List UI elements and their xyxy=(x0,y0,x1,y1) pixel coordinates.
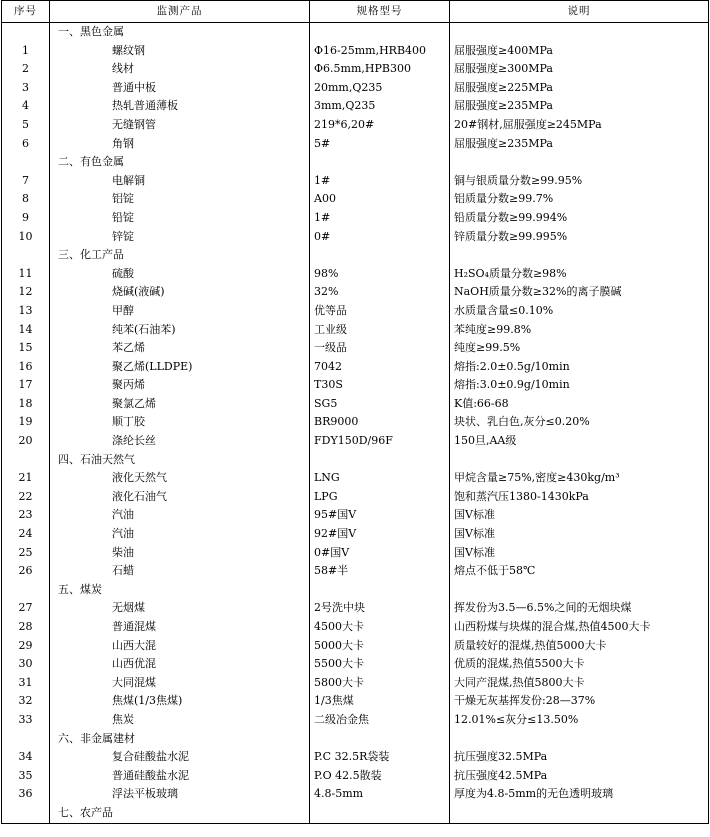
spec-cell: 92#国Ⅴ xyxy=(310,525,450,544)
product-name: 无缝钢管 xyxy=(50,116,310,135)
desc-cell: 锌质量分数≥99.995% xyxy=(450,228,709,247)
category-row xyxy=(2,246,709,265)
table-row xyxy=(2,79,709,98)
spec-cell: T30S xyxy=(310,376,450,395)
product-name: 硫酸 xyxy=(50,265,310,284)
table-row xyxy=(2,395,709,414)
spec-cell xyxy=(310,804,450,823)
seq-cell: 15 xyxy=(2,339,50,358)
seq-cell: 11 xyxy=(2,265,50,284)
product-name: 普通中板 xyxy=(50,79,310,98)
seq-cell: 29 xyxy=(2,637,50,656)
desc-cell xyxy=(450,451,709,470)
desc-cell: K值:66-68 xyxy=(450,395,709,414)
desc-cell: 甲烷含量≥75%,密度≥430kg/m³ xyxy=(450,469,709,488)
spec-cell: 4.8-5mm xyxy=(310,785,450,804)
desc-cell: 熔点不低于58℃ xyxy=(450,562,709,581)
desc-cell: 屈服强度≥400MPa xyxy=(450,42,709,61)
category-name: 六、非金属建材 xyxy=(50,730,310,749)
desc-cell: 质量较好的混煤,热值5000大卡 xyxy=(450,637,709,656)
category-row xyxy=(2,581,709,600)
desc-cell: 国Ⅴ标准 xyxy=(450,544,709,563)
header-desc: 说明 xyxy=(450,1,709,23)
spec-cell: 3mm,Q235 xyxy=(310,97,450,116)
product-name: 大同混煤 xyxy=(50,674,310,693)
spec-cell: 优等品 xyxy=(310,302,450,321)
category-name: 七、农产品 xyxy=(50,804,310,823)
table-row xyxy=(2,432,709,451)
seq-cell: 6 xyxy=(2,135,50,154)
header-spec: 规格型号 xyxy=(310,1,450,23)
desc-cell: 块状、乳白色,灰分≤0.20% xyxy=(450,413,709,432)
seq-cell xyxy=(2,804,50,823)
spec-cell: 95#国Ⅴ xyxy=(310,506,450,525)
spec-cell: 20mm,Q235 xyxy=(310,79,450,98)
table-row xyxy=(2,506,709,525)
spec-cell: 7042 xyxy=(310,358,450,377)
seq-cell: 12 xyxy=(2,283,50,302)
category-row xyxy=(2,153,709,172)
product-name: 浮法平板玻璃 xyxy=(50,785,310,804)
seq-cell: 4 xyxy=(2,97,50,116)
spec-cell: 5500大卡 xyxy=(310,655,450,674)
product-name: 热轧普通薄板 xyxy=(50,97,310,116)
desc-cell xyxy=(450,246,709,265)
product-name: 铝锭 xyxy=(50,190,310,209)
category-name: 四、石油天然气 xyxy=(50,451,310,470)
seq-cell xyxy=(2,581,50,600)
desc-cell xyxy=(450,153,709,172)
spec-cell: A00 xyxy=(310,190,450,209)
spec-cell: P.C 32.5R袋装 xyxy=(310,748,450,767)
spec-cell: LNG xyxy=(310,469,450,488)
table-row xyxy=(2,172,709,191)
product-name: 聚乙烯(LLDPE) xyxy=(50,358,310,377)
seq-cell: 33 xyxy=(2,711,50,730)
spec-cell: 5800大卡 xyxy=(310,674,450,693)
header-seq: 序号 xyxy=(2,1,50,23)
seq-cell: 31 xyxy=(2,674,50,693)
seq-cell: 36 xyxy=(2,785,50,804)
seq-cell: 26 xyxy=(2,562,50,581)
desc-cell: 国Ⅴ标准 xyxy=(450,506,709,525)
table-row xyxy=(2,692,709,711)
spec-cell: 219*6,20# xyxy=(310,116,450,135)
category-row xyxy=(2,804,709,823)
spec-cell xyxy=(310,246,450,265)
spec-cell: Φ16-25mm,HRB400 xyxy=(310,42,450,61)
desc-cell: 优质的混煤,热值5500大卡 xyxy=(450,655,709,674)
product-name: 甲醇 xyxy=(50,302,310,321)
desc-cell: NaOH质量分数≥32%的离子膜碱 xyxy=(450,283,709,302)
seq-cell xyxy=(2,23,50,42)
header-product: 监测产品 xyxy=(50,1,310,23)
desc-cell: 铅质量分数≥99.994% xyxy=(450,209,709,228)
table-row xyxy=(2,711,709,730)
product-name: 线材 xyxy=(50,60,310,79)
desc-cell: 屈服强度≥225MPa xyxy=(450,79,709,98)
seq-cell xyxy=(2,451,50,470)
product-name: 焦煤(1/3焦煤) xyxy=(50,692,310,711)
seq-cell: 34 xyxy=(2,748,50,767)
spec-cell: 58#半 xyxy=(310,562,450,581)
spec-cell: 5000大卡 xyxy=(310,637,450,656)
spec-cell xyxy=(310,581,450,600)
table-row xyxy=(2,190,709,209)
spec-cell xyxy=(310,451,450,470)
product-name: 石蜡 xyxy=(50,562,310,581)
desc-cell: 干燥无灰基挥发份:28—37% xyxy=(450,692,709,711)
spec-cell xyxy=(310,730,450,749)
category-name: 一、黑色金属 xyxy=(50,23,310,42)
table-row xyxy=(2,209,709,228)
table-row xyxy=(2,42,709,61)
category-row xyxy=(2,451,709,470)
seq-cell: 19 xyxy=(2,413,50,432)
category-name: 五、煤炭 xyxy=(50,581,310,600)
product-name: 焦炭 xyxy=(50,711,310,730)
seq-cell: 3 xyxy=(2,79,50,98)
table-row xyxy=(2,674,709,693)
spec-cell xyxy=(310,153,450,172)
desc-cell: 挥发份为3.5—6.5%之间的无烟块煤 xyxy=(450,599,709,618)
product-name: 聚氯乙烯 xyxy=(50,395,310,414)
seq-cell: 7 xyxy=(2,172,50,191)
table-row xyxy=(2,60,709,79)
seq-cell: 17 xyxy=(2,376,50,395)
table-row xyxy=(2,637,709,656)
table-row xyxy=(2,302,709,321)
seq-cell xyxy=(2,153,50,172)
seq-cell: 24 xyxy=(2,525,50,544)
desc-cell: 抗压强度42.5MPa xyxy=(450,767,709,786)
seq-cell: 13 xyxy=(2,302,50,321)
price-monitoring-table xyxy=(1,0,709,824)
product-name: 锌锭 xyxy=(50,228,310,247)
table-body xyxy=(2,23,709,824)
spec-cell: 一级品 xyxy=(310,339,450,358)
seq-cell: 8 xyxy=(2,190,50,209)
seq-cell: 23 xyxy=(2,506,50,525)
desc-cell: H₂SO₄质量分数≥98% xyxy=(450,265,709,284)
category-row xyxy=(2,730,709,749)
product-name: 普通混煤 xyxy=(50,618,310,637)
desc-cell xyxy=(450,23,709,42)
product-name: 纯苯(石油苯) xyxy=(50,321,310,340)
table-row xyxy=(2,135,709,154)
category-name: 三、化工产品 xyxy=(50,246,310,265)
table-row xyxy=(2,525,709,544)
desc-cell: 铝质量分数≥99.7% xyxy=(450,190,709,209)
desc-cell xyxy=(450,730,709,749)
spec-cell: 1# xyxy=(310,172,450,191)
table-row xyxy=(2,265,709,284)
product-name: 山西优混 xyxy=(50,655,310,674)
seq-cell xyxy=(2,730,50,749)
table-row xyxy=(2,358,709,377)
desc-cell: 厚度为4.8-5mm的无色透明玻璃 xyxy=(450,785,709,804)
seq-cell: 10 xyxy=(2,228,50,247)
desc-cell: 饱和蒸汽压1380-1430kPa xyxy=(450,488,709,507)
table-row xyxy=(2,544,709,563)
desc-cell: 苯纯度≥99.8% xyxy=(450,321,709,340)
product-name: 汽油 xyxy=(50,506,310,525)
product-name: 复合硅酸盐水泥 xyxy=(50,748,310,767)
desc-cell xyxy=(450,804,709,823)
seq-cell: 18 xyxy=(2,395,50,414)
spec-cell xyxy=(310,23,450,42)
spec-cell: 2号洗中块 xyxy=(310,599,450,618)
table-row xyxy=(2,413,709,432)
product-name: 普通硅酸盐水泥 xyxy=(50,767,310,786)
spec-cell: BR9000 xyxy=(310,413,450,432)
seq-cell: 2 xyxy=(2,60,50,79)
product-name: 柴油 xyxy=(50,544,310,563)
desc-cell: 屈服强度≥235MPa xyxy=(450,135,709,154)
desc-cell: 熔指:2.0±0.5g/10min xyxy=(450,358,709,377)
product-name: 顺丁胶 xyxy=(50,413,310,432)
desc-cell: 屈服强度≥235MPa xyxy=(450,97,709,116)
desc-cell: 20#钢材,屈服强度≥245MPa xyxy=(450,116,709,135)
seq-cell: 21 xyxy=(2,469,50,488)
seq-cell: 9 xyxy=(2,209,50,228)
seq-cell: 28 xyxy=(2,618,50,637)
spec-cell: 32% xyxy=(310,283,450,302)
table-row xyxy=(2,97,709,116)
table-row xyxy=(2,228,709,247)
seq-cell: 1 xyxy=(2,42,50,61)
spec-cell: Φ6.5mm,HPB300 xyxy=(310,60,450,79)
product-name: 液化石油气 xyxy=(50,488,310,507)
product-name: 无烟煤 xyxy=(50,599,310,618)
seq-cell: 30 xyxy=(2,655,50,674)
seq-cell: 27 xyxy=(2,599,50,618)
table-row xyxy=(2,655,709,674)
header-row xyxy=(2,1,709,23)
product-name: 涤纶长丝 xyxy=(50,432,310,451)
table-row xyxy=(2,767,709,786)
spec-cell: 二级冶金焦 xyxy=(310,711,450,730)
table-row xyxy=(2,618,709,637)
desc-cell: 水质量含量≤0.10% xyxy=(450,302,709,321)
seq-cell: 5 xyxy=(2,116,50,135)
table-row xyxy=(2,283,709,302)
desc-cell: 屈服强度≥300MPa xyxy=(450,60,709,79)
product-name: 聚丙烯 xyxy=(50,376,310,395)
spec-cell: FDY150D/96F xyxy=(310,432,450,451)
spec-cell: SG5 xyxy=(310,395,450,414)
desc-cell: 熔指:3.0±0.9g/10min xyxy=(450,376,709,395)
table-row xyxy=(2,562,709,581)
spec-cell: 98% xyxy=(310,265,450,284)
spec-cell: LPG xyxy=(310,488,450,507)
table-row xyxy=(2,321,709,340)
seq-cell: 14 xyxy=(2,321,50,340)
seq-cell: 25 xyxy=(2,544,50,563)
product-name: 烧碱(液碱) xyxy=(50,283,310,302)
spec-cell: 4500大卡 xyxy=(310,618,450,637)
desc-cell: 铜与银质量分数≥99.95% xyxy=(450,172,709,191)
seq-cell xyxy=(2,246,50,265)
table-row xyxy=(2,339,709,358)
spec-cell: 0# xyxy=(310,228,450,247)
desc-cell xyxy=(450,581,709,600)
category-name: 二、有色金属 xyxy=(50,153,310,172)
table-row xyxy=(2,116,709,135)
seq-cell: 20 xyxy=(2,432,50,451)
product-name: 螺纹钢 xyxy=(50,42,310,61)
category-row xyxy=(2,23,709,42)
desc-cell: 国Ⅴ标准 xyxy=(450,525,709,544)
desc-cell: 12.01%≤灰分≤13.50% xyxy=(450,711,709,730)
desc-cell: 山西粉煤与块煤的混合煤,热值4500大卡 xyxy=(450,618,709,637)
spec-cell: 1/3焦煤 xyxy=(310,692,450,711)
spec-cell: P.O 42.5散装 xyxy=(310,767,450,786)
spec-cell: 0#国Ⅴ xyxy=(310,544,450,563)
product-name: 铅锭 xyxy=(50,209,310,228)
table-row xyxy=(2,785,709,804)
product-name: 液化天然气 xyxy=(50,469,310,488)
table-row xyxy=(2,469,709,488)
seq-cell: 35 xyxy=(2,767,50,786)
table-row xyxy=(2,748,709,767)
desc-cell: 大同产混煤,热值5800大卡 xyxy=(450,674,709,693)
table-row xyxy=(2,488,709,507)
table-row xyxy=(2,599,709,618)
spec-cell: 工业级 xyxy=(310,321,450,340)
product-name: 山西大混 xyxy=(50,637,310,656)
product-name: 电解铜 xyxy=(50,172,310,191)
table-header xyxy=(2,1,709,23)
desc-cell: 抗压强度32.5MPa xyxy=(450,748,709,767)
product-name: 角钢 xyxy=(50,135,310,154)
seq-cell: 32 xyxy=(2,692,50,711)
seq-cell: 22 xyxy=(2,488,50,507)
desc-cell: 纯度≥99.5% xyxy=(450,339,709,358)
desc-cell: 150旦,AA级 xyxy=(450,432,709,451)
seq-cell: 16 xyxy=(2,358,50,377)
product-name: 汽油 xyxy=(50,525,310,544)
spec-cell: 1# xyxy=(310,209,450,228)
table-row xyxy=(2,376,709,395)
spec-cell: 5# xyxy=(310,135,450,154)
product-name: 苯乙烯 xyxy=(50,339,310,358)
